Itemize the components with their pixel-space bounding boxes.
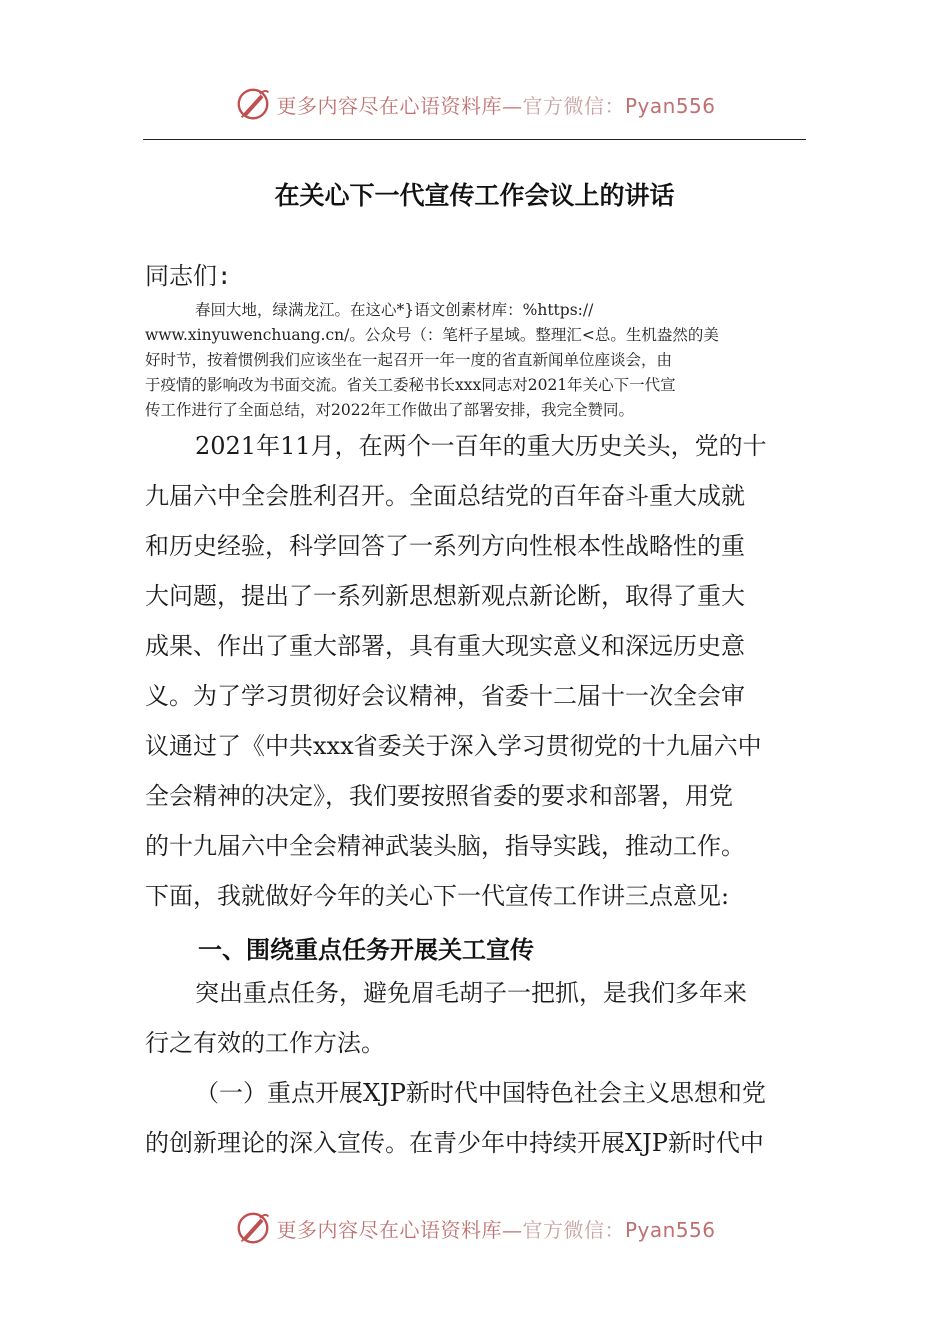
salutation: 同志们: (145, 262, 232, 290)
body-line: 义。为了学习贯彻好会议精神，省委十二届十一次全会审 (145, 682, 745, 710)
pen-logo-icon (234, 1209, 272, 1247)
body-line: 大问题，提出了一系列新思想新观点新论断，取得了重大 (145, 582, 745, 610)
pen-logo-icon (234, 85, 272, 123)
footer-banner (0, 1208, 950, 1248)
banner-text: 更多内容尽在心语资料库—官方微信：Pyan556 (276, 93, 716, 118)
header-rule (143, 139, 806, 140)
body-line: 和历史经验，科学回答了一系列方向性根本性战略性的重 (145, 532, 745, 560)
intro-line: 于疫情的影响改为书面交流。省关工委秘书长xxx同志对2021年关心下一代宣 (145, 376, 676, 394)
body-line: 全会精神的决定》，我们要按照省委的要求和部署，用党 (145, 782, 733, 810)
section-heading-1: 一、围绕重点任务开展关工宣传 (198, 936, 534, 964)
body-line: 下面，我就做好今年的关心下一代宣传工作讲三点意见: (145, 882, 730, 910)
paragraph-2 (145, 980, 810, 1080)
intro-line: www.xinyuwenchuang.cn/。公众号（：笔杆子星域。整理汇<总。生机盎然的美 (145, 326, 719, 344)
paragraph-1 (145, 433, 810, 933)
intro-line: 传工作进行了全面总结，对2022年工作做出了部署安排，我完全赞同。 (145, 401, 634, 419)
intro-line: 好时节，按着惯例我们应该坐在一起召开一年一度的省直新闻单位座谈会，由 (145, 351, 673, 369)
paragraph-3 (145, 1080, 810, 1180)
body-line: 2021年11月，在两个一百年的重大历史关头，党的十 (195, 432, 767, 460)
intro-paragraph (145, 298, 805, 423)
body-line: 的创新理论的深入宣传。在青少年中持续开展XJP新时代中 (145, 1129, 764, 1157)
intro-line: 春回大地，绿满龙江。在这心*}语文创素材库：%https:// (195, 301, 594, 319)
body-line: （一）重点开展XJP新时代中国特色社会主义思想和党 (195, 1079, 766, 1107)
banner-text: 更多内容尽在心语资料库—官方微信：Pyan556 (276, 1217, 716, 1242)
document-title: 在关心下一代宣传工作会议上的讲话 (274, 181, 675, 210)
body-line: 议通过了《中共xxx省委关于深入学习贯彻党的十九届六中 (145, 732, 762, 760)
body-line: 突出重点任务，避免眉毛胡子一把抓，是我们多年来 (195, 979, 747, 1007)
body-line: 成果、作出了重大部署，具有重大现实意义和深远历史意 (145, 632, 745, 660)
body-line: 九届六中全会胜利召开。全面总结党的百年奋斗重大成就 (145, 482, 745, 510)
body-line: 行之有效的工作方法。 (145, 1029, 385, 1057)
body-line: 的十九届六中全会精神武装头脑，指导实践，推动工作。 (145, 832, 745, 860)
header-banner (0, 84, 950, 124)
